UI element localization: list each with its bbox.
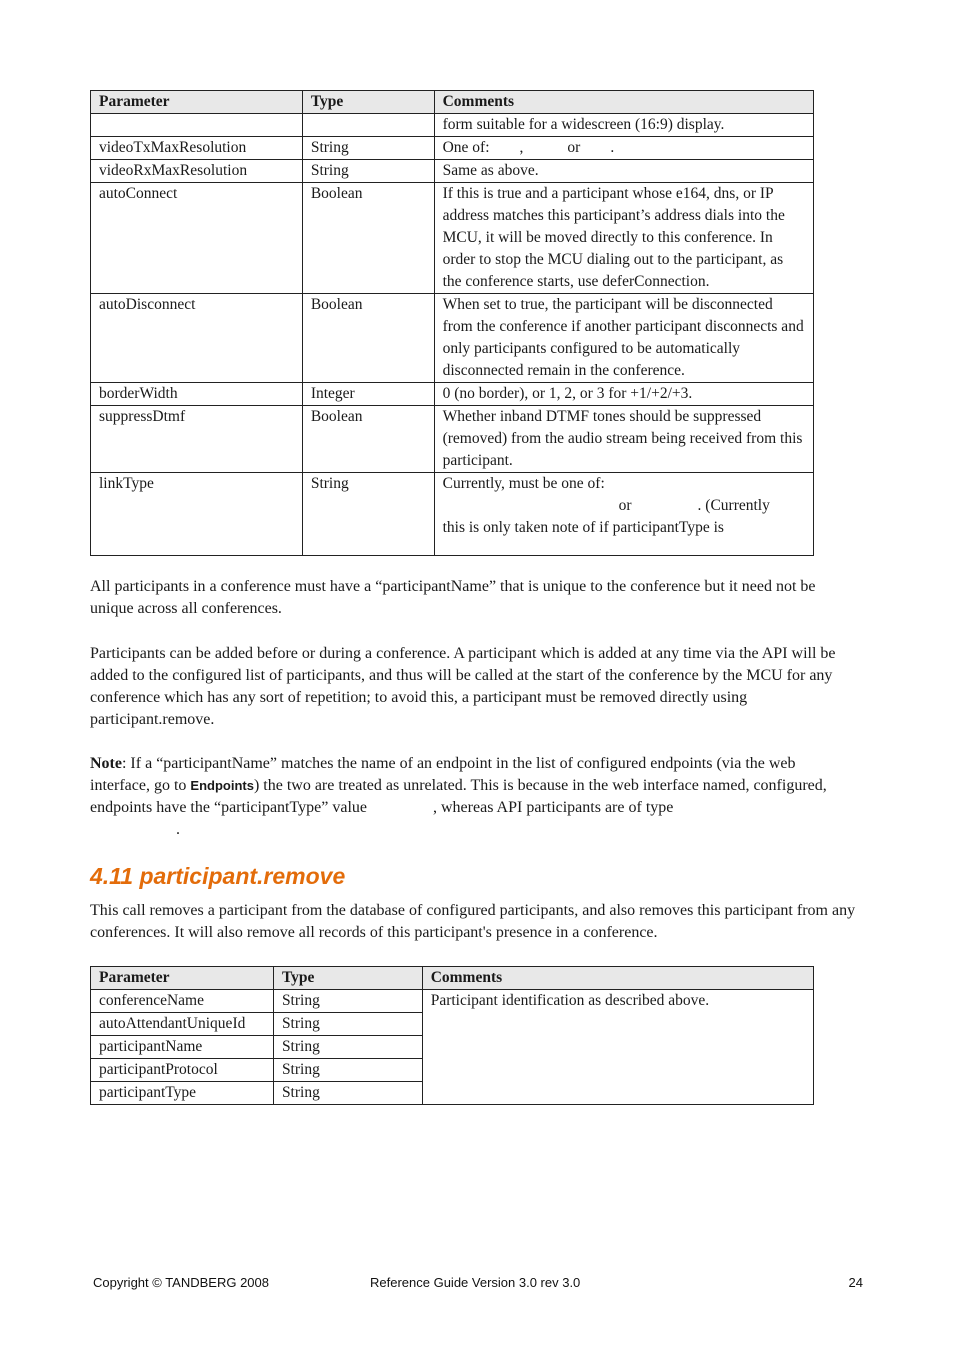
param-cell: participantName — [91, 1036, 274, 1059]
comment-cell: form suitable for a widescreen (16:9) display. — [434, 114, 813, 137]
comment-fragment: , — [519, 139, 524, 156]
note-label: Note — [90, 755, 122, 772]
param-cell: autoConnect — [91, 183, 303, 294]
comment-cell: When set to true, the participant will be disconnected from the conference if another participant disconnects and only participants configured to be automatically disconnected remain in the conference. — [434, 294, 813, 383]
paragraph-adding-participants: Participants can be added before or during a conference. A participant which is added at any time via the API will be added to the configured list of participants, and thus will be called at the start of the conference by the MCU for any conference which has any sort of repetition; to avoid this, a participant must be removed directly using participant.remove. — [90, 645, 836, 728]
header-comments: Comments — [422, 967, 813, 990]
endpoints-menu-reference: Endpoints — [190, 778, 254, 793]
note-text: , whereas API participants are of type — [433, 799, 674, 816]
comment-cell: 0 (no border), or 1, 2, or 3 for +1/+2/+3. — [434, 383, 813, 406]
footer-page-number: 24 — [848, 1275, 863, 1290]
header-type: Type — [273, 967, 422, 990]
table-row — [91, 990, 814, 1013]
header-parameter: Parameter — [91, 91, 303, 114]
note-text: : If a “participantName” matches the name of an endpoint in the list of configured endpoints (via the web interface, go to — [90, 755, 796, 794]
table-row — [91, 406, 814, 473]
param-cell: conferenceName — [91, 990, 274, 1013]
comment-fragment: or — [618, 497, 632, 514]
type-cell: String — [273, 1013, 422, 1036]
param-cell: autoDisconnect — [91, 294, 303, 383]
comment-line: this is only taken note of if participantType is — [442, 519, 724, 536]
footer-copyright: Copyright © TANDBERG 2008 — [93, 1275, 270, 1290]
comment-cell: Participant identification as described above. — [422, 990, 813, 1105]
type-cell: String — [302, 473, 434, 556]
document-page — [90, 90, 862, 1105]
section-title: participant.remove — [139, 863, 346, 889]
param-cell: videoRxMaxResolution — [91, 160, 303, 183]
comment-cell — [434, 473, 813, 556]
header-type: Type — [302, 91, 434, 114]
section-description: This call removes a participant from the database of configured participants, and also removes this participant from any conferences. It will also remove all records of this participant's presence in a conference. — [90, 902, 856, 941]
section-heading — [90, 863, 862, 890]
parameters-table — [90, 90, 814, 556]
table-row — [91, 383, 814, 406]
comment-cell: Whether inband DTMF tones should be suppressed (removed) from the audio stream being received from this participant. — [434, 406, 813, 473]
type-cell — [302, 114, 434, 137]
table-header-row — [91, 967, 814, 990]
type-cell: Boolean — [302, 294, 434, 383]
comment-cell — [434, 137, 813, 160]
comment-line: Currently, must be one of: — [442, 475, 605, 492]
remove-parameters-table — [90, 966, 814, 1105]
type-cell: String — [273, 1059, 422, 1082]
type-cell: String — [302, 137, 434, 160]
param-cell: videoTxMaxResolution — [91, 137, 303, 160]
comment-fragment: . (Currently — [697, 497, 770, 514]
type-cell: Boolean — [302, 406, 434, 473]
note-text: ) the two are treated as unrelated. This is because in the web interface named, configured, endpoints have the “participantType” value — [90, 777, 827, 816]
table-row — [91, 183, 814, 294]
paragraph-unique-names: All participants in a conference must have a “participantName” that is unique to the conference but it need not be unique across all conferences. — [90, 578, 816, 617]
param-cell: suppressDtmf — [91, 406, 303, 473]
paragraph-note — [90, 753, 858, 841]
comment-line — [443, 495, 805, 517]
table-row — [91, 473, 814, 556]
table-row — [91, 114, 814, 137]
type-cell: String — [273, 990, 422, 1013]
comment-fragment: One of: — [442, 139, 490, 156]
type-cell: String — [273, 1082, 422, 1105]
header-comments: Comments — [434, 91, 813, 114]
comment-cell: If this is true and a participant whose e164, dns, or IP address matches this participant’s address dials into the MCU, it will be moved directly to this conference. In order to stop the MCU dialing out to the participant, as the conference starts, use deferConnection. — [434, 183, 813, 294]
comment-cell: Same as above. — [434, 160, 813, 183]
comment-fragment: or — [567, 139, 581, 156]
param-cell: participantType — [91, 1082, 274, 1105]
comment-fragment: . — [610, 139, 615, 156]
type-cell: Integer — [302, 383, 434, 406]
footer-guide-version: Reference Guide Version 3.0 rev 3.0 — [370, 1275, 581, 1290]
param-cell: linkType — [91, 473, 303, 556]
header-parameter: Parameter — [91, 967, 274, 990]
type-cell: String — [273, 1036, 422, 1059]
note-text: . — [176, 821, 180, 838]
param-cell — [91, 114, 303, 137]
table-row — [91, 160, 814, 183]
table-row — [91, 294, 814, 383]
type-cell: String — [302, 160, 434, 183]
table-row — [91, 137, 814, 160]
param-cell: borderWidth — [91, 383, 303, 406]
table-header-row — [91, 91, 814, 114]
param-cell: participantProtocol — [91, 1059, 274, 1082]
section-number: 4.11 — [90, 863, 134, 889]
type-cell: Boolean — [302, 183, 434, 294]
param-cell: autoAttendantUniqueId — [91, 1013, 274, 1036]
